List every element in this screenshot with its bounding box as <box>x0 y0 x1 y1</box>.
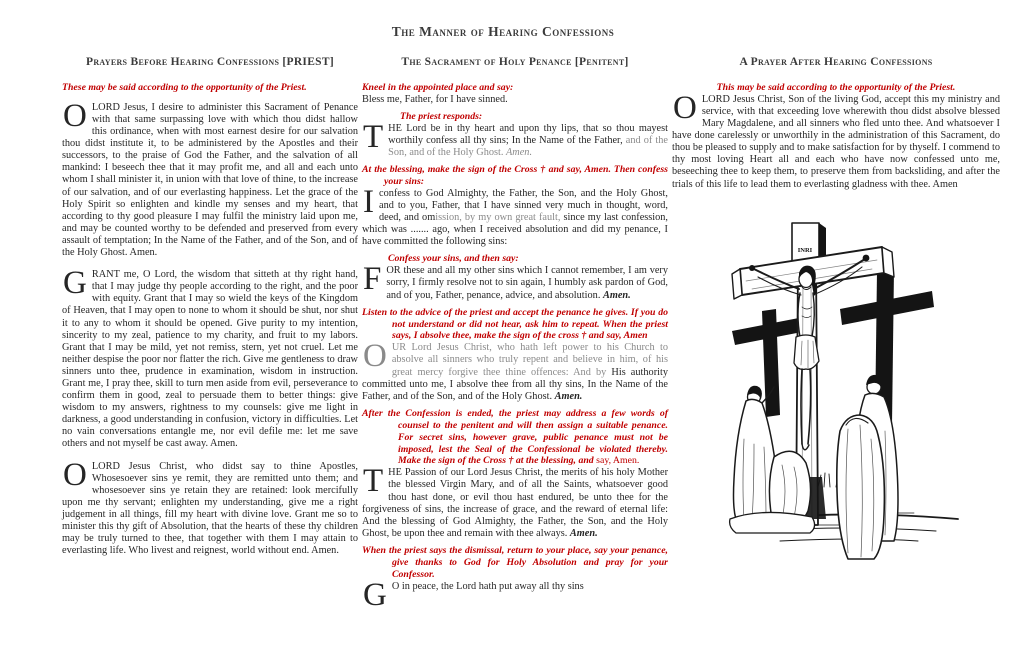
paragraph-text: LORD Jesus Christ, Son of the living God, accept this my ministry and service, with that exceeding love wherewith thou didst absolve blessed Mary Magdalene, and all sinners who fled unto thee. And whatsoever I have done carelessly or unworthily in the administration of this Sacrament, do thou be pleased to supply and to make satisfaction for by thyself. I commend to thy most loving Heart all and each who have now confessed unto me, beseeching thee to keep them, to preserve them from backsliding, and after the trials of this life to lead them to everlasting gladness with thee. Amen <box>672 93 1000 190</box>
amen-text: Amen. <box>569 527 598 539</box>
dropcap-o: O <box>63 97 87 134</box>
column-prayer-after <box>672 56 1000 569</box>
rubric-kneel: Kneel in the appointed place and say: <box>362 82 514 93</box>
col3-paragraph-1 <box>672 89 1000 191</box>
rubric-listen-advice: Listen to the advice of the priest and accept the penance he gives. If you do not understand or did not hear, ask him to repeat. When the priest says, I absolve thee, make the sign of the cross † and say, Amen <box>362 306 668 342</box>
paragraph-text: LORD Jesus Christ, who didst say to thine Apostles, Whosesoever sins ye remit, they are remitted unto them; and whosesoever sins ye retain they are retained: look mercifully upon me thy servant; enlighten my understanding, give me a right judgement in all things, fill my heart with divine love. Grant me so to minister this thy gift of Absolution, that the hearts of these thy children may be truly turned to thee, that together with them I may attain to everlasting life. Who livest and reignest, world without end. Amen. <box>62 460 358 557</box>
col2-header: The Sacrament of Holy Penance [Penitent] <box>401 56 629 68</box>
column-sacrament-penance <box>362 56 668 626</box>
dropcap-o: O <box>63 456 87 493</box>
rubric-after-confession <box>362 408 668 468</box>
rubric-at-blessing: At the blessing, make the sign of the Cross † and say, Amen. Then confess your sins: <box>362 164 668 188</box>
rubric-bold-part: After the Confession is ended, the priest may address a few words of counsel to the penitent and will then assign a suitable penance. For secret sins, however grave, public penance must not be imposed, lest the Seal of the Confessional be violated thereby. Make the sign of the Cross † at the blessing, and <box>362 407 668 467</box>
dropcap-o: O <box>363 338 387 375</box>
dropcap-i: I <box>363 184 374 220</box>
column-prayers-before <box>62 56 358 567</box>
dropcap-g: G <box>63 265 87 302</box>
amen-text: Amen. <box>506 147 533 159</box>
paragraph-text: HE Lord be in thy heart and upon thy lips, that so thou mayest worthily confess all thy sins; In the Name of the Father, <box>388 122 668 146</box>
rubric-confess-sins: Confess your sins, and then say: <box>388 253 519 265</box>
paragraph-text: RANT me, O Lord, the wisdom that sitteth at thy right hand, that I may judge thy people according to the right, and the poor with equity. Grant that I may so wield the keys of the Kingdom of Heaven, that I may open to none to whom it should be shut, nor shut it to any to whom it should be opened. Give purity to my intention, sincerity to my zeal, patience to my charity, and fruit to my labors. Grant that I may be mild, yet not remiss, stern, yet not cruel. Let me neither despise the poor nor flatter the rich. Give me gentleness to draw sinners unto thee, prudence in examination, wisdom in instruction. Grant me, I pray thee, skill to turn men aside from evil, perseverance to confirm them in good, zeal to persuade them to better things: give wisdom to my answers, rightness to my counsels: give me light in darkness, a good understanding in confusion, victory in difficulties. Let no vain conversations entangle me, nor evil defile me: let me save others and not myself be cast away. Amen. <box>62 269 358 450</box>
paragraph-text: confess to God Almighty, the Father, the Son, and the Holy Ghost, and to you, Father, that I have sinned very much in thought, word, deed, and om <box>379 188 668 224</box>
dropcap-g: G <box>363 576 387 613</box>
col1-rubric: These may be said according to the opportunity of the Priest. <box>62 82 307 93</box>
col1-header: Prayers Before Hearing Confessions [PRIEST] <box>86 56 334 68</box>
right-cross <box>840 269 934 425</box>
paragraph-text: His authority committed unto me, I absolve thee from all thy sins, In the Name of the Father, and of the Son, and of the Holy Ghost. <box>362 366 668 402</box>
page-title: The Manner of Hearing Confessions <box>391 24 615 39</box>
dropcap-t: T <box>363 463 384 500</box>
rubric-dismissal: When the priest says the dismissal, return to your place, say your penance, give thanks to God for Holy Absolution and pray for your Confessor. <box>362 544 668 580</box>
col3-header: A Prayer After Hearing Confessions <box>739 56 933 68</box>
col2-paragraph-confiteor <box>362 184 669 248</box>
inri-titulus: INRI <box>797 246 813 254</box>
paragraph-text: LORD Jesus, I desire to administer this Sacrament of Penance with that same surpassing love with which thou didst hallow this ordinance, when with most earnest desire for our salvation thou didst institute it, to be administered by the Apostles and their successors, to the praise of God the Father, and the salvation of all mankind: I beseech thee that it may profit me, and all and each unto whom I shall minister it, in union with that love of thine, to the increase of our salvation, and of our everlasting happiness. Let the grace of the Holy Spirit so enlighten and kindle my senses and my heart, that according to thy good pleasure I may fulfil the ministry laid upon me, and may be counted worthy to be defended and preserved from every assault of temptation; In the Name of the Father, and of the Son, and of the Holy Ghost. Amen. <box>62 101 358 259</box>
bless-me-line: Bless me, Father, for I have sinned. <box>362 93 508 105</box>
col2-paragraph-contrition <box>362 261 668 301</box>
col2-paragraph-passion-blessing <box>362 463 668 540</box>
col2-paragraph-absolution <box>362 338 668 402</box>
dropcap-f: F <box>363 261 382 298</box>
amen-text: Amen. <box>602 289 631 301</box>
rubric-priest-responds: The priest responds: <box>400 111 483 122</box>
dropcap-o: O <box>673 89 697 126</box>
veiled-figure-foreground <box>837 415 885 559</box>
paragraph-text-gray: UR Lord Jesus Christ, who hath left power to his Church to absolve all sinners who truly repent and believe in him, of his great mercy forgive thee thine offences: And by <box>391 342 668 378</box>
crucifixion-svg <box>722 219 984 569</box>
col2-paragraph-lord-in-heart <box>362 118 668 159</box>
col2-paragraph-go-in-peace <box>362 576 668 616</box>
col1-paragraph-2 <box>62 265 358 450</box>
col3-rubric: This may be said according to the opportunity of the Priest. <box>716 82 956 93</box>
col1-paragraph-1 <box>62 97 358 259</box>
paragraph-text: since my last confession, which was ....... ago, when I received absolution and did my penance, I have committed the following sins: <box>362 212 669 248</box>
paragraph-text-gray: ission, by my own great fault, <box>435 212 564 224</box>
rubric-plain-part: say, Amen. <box>596 455 640 467</box>
paragraph-text: O in peace, the Lord hath put away all thy sins <box>391 580 584 592</box>
paragraph-text: OR these and all my other sins which I cannot remember, I am very sorry, I firmly resolve not to sin again, I humbly ask pardon of God, and of you, Father, penance, advice, and absolution. <box>386 265 668 301</box>
amen-text: Amen. <box>554 390 583 402</box>
col1-paragraph-3 <box>62 456 358 558</box>
dropcap-t: T <box>363 118 384 155</box>
paragraph-text: HE Passion of our Lord Jesus Christ, the merits of his holy Mother the blessed Virgin Mary, and of all the Saints, whatsoever good thou hast done, or evil thou hast endured, be unto thee for the forgiveness of sins, the increase of grace, and the reward of eternal life: And the blessing of God Almighty, the Father, the Son, and the Holy Ghost, be upon thee and remain with thee always. <box>362 467 668 539</box>
crucifixion-illustration <box>722 219 984 569</box>
paragraph-text-gray: and of the Son, and of the Holy Ghost. <box>388 135 668 159</box>
